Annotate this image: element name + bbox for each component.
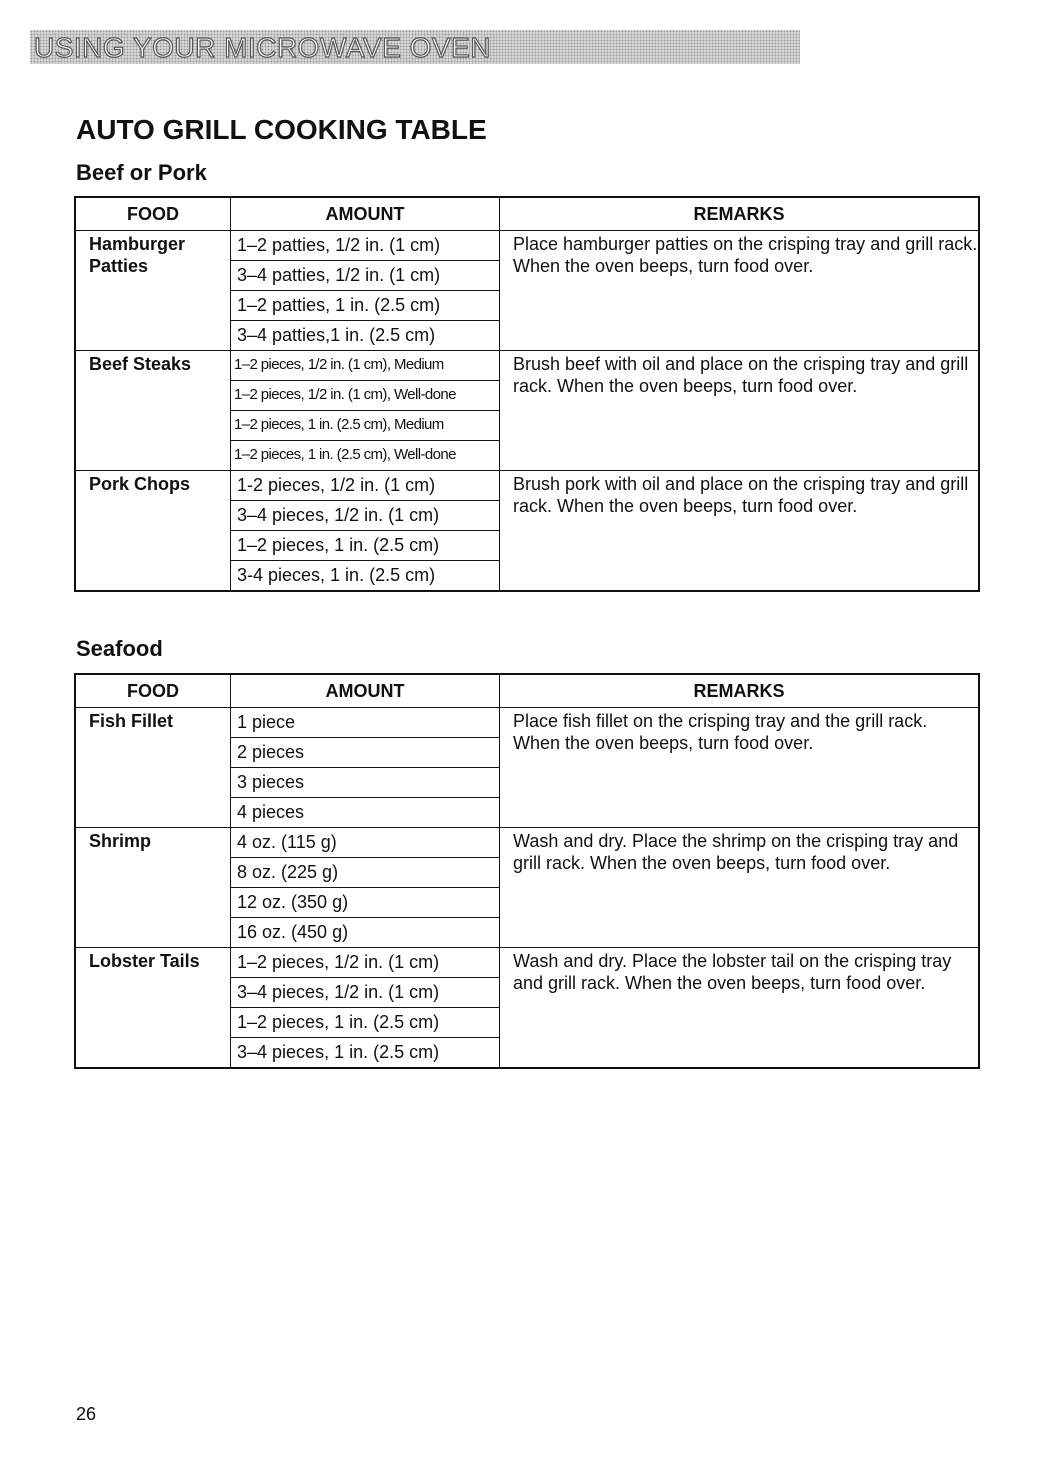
- amount-item: 1–2 pieces, 1/2 in. (1 cm), Well-done: [231, 381, 499, 411]
- amount-list: [231, 948, 500, 1069]
- beef-pork-table: [74, 196, 980, 592]
- remarks-text: Brush pork with oil and place on the crisping tray and grill rack. When the oven beeps, turn food over.: [513, 474, 969, 516]
- amount-item: 3–4 pieces, 1/2 in. (1 cm): [231, 501, 499, 531]
- food-name: Fish Fillet: [75, 708, 231, 828]
- amount-item: 1–2 pieces, 1/2 in. (1 cm): [231, 948, 499, 978]
- amount-item: 1–2 pieces, 1 in. (2.5 cm): [231, 1008, 499, 1038]
- seafood-table: [74, 673, 980, 1069]
- amount-item: 1-2 pieces, 1/2 in. (1 cm): [231, 471, 499, 501]
- header-remarks: REMARKS: [500, 674, 980, 708]
- amount-item: 1–2 pieces, 1/2 in. (1 cm), Medium: [231, 351, 499, 381]
- amount-item: 3–4 pieces, 1/2 in. (1 cm): [231, 978, 499, 1008]
- page-number: 26: [76, 1404, 97, 1424]
- page-title: AUTO GRILL COOKING TABLE: [76, 114, 487, 145]
- header-food: FOOD: [75, 197, 231, 231]
- food-name: Beef Steaks: [75, 351, 231, 471]
- amount-item: 3–4 patties, 1/2 in. (1 cm): [231, 261, 499, 291]
- amount-item: 3-4 pieces, 1 in. (2.5 cm): [237, 565, 436, 585]
- amount-item: 1 piece: [231, 708, 499, 738]
- table-header-row: [75, 197, 979, 231]
- food-name: Lobster Tails: [75, 948, 231, 1069]
- header-food: FOOD: [75, 674, 231, 708]
- table-row: [75, 948, 979, 1069]
- table-row: [75, 471, 979, 592]
- amount-item: 3 pieces: [231, 768, 499, 798]
- amount-list: [231, 351, 500, 471]
- amount-item: 3–4 patties,1 in. (2.5 cm): [237, 325, 436, 345]
- header-amount: AMOUNT: [231, 674, 500, 708]
- amount-item: 1–2 pieces, 1 in. (2.5 cm), Medium: [231, 411, 499, 441]
- amount-item: 4 pieces: [237, 802, 305, 822]
- table-row: [75, 231, 979, 351]
- amount-item: 2 pieces: [231, 738, 499, 768]
- table-header-row: [75, 674, 979, 708]
- amount-item: 12 oz. (350 g): [231, 888, 499, 918]
- section-title-seafood: Seafood: [76, 636, 163, 661]
- food-name: Shrimp: [75, 828, 231, 948]
- header-amount: AMOUNT: [231, 197, 500, 231]
- amount-list: [231, 471, 500, 592]
- table-row: [75, 708, 979, 828]
- amount-item: 1–2 patties, 1/2 in. (1 cm): [231, 231, 499, 261]
- amount-item: 1–2 pieces, 1 in. (2.5 cm): [231, 531, 499, 561]
- table-row: [75, 351, 979, 471]
- amount-item: 16 oz. (450 g): [237, 922, 349, 942]
- amount-list: [231, 708, 500, 828]
- remarks-text: Wash and dry. Place the shrimp on the crisping tray and grill rack. When the oven beeps, turn food over.: [500, 828, 980, 948]
- amount-item: 1–2 pieces, 1 in. (2.5 cm), Well-done: [234, 446, 456, 463]
- amount-item: 4 oz. (115 g): [231, 828, 499, 858]
- remarks-text: Place hamburger patties on the crisping tray and grill rack. When the oven beeps, turn food over.: [500, 231, 980, 351]
- amount-item: 8 oz. (225 g): [231, 858, 499, 888]
- food-name: Hamburger Patties: [75, 231, 231, 351]
- amount-item: 1–2 patties, 1 in. (2.5 cm): [231, 291, 499, 321]
- banner-text: USING YOUR MICROWAVE OVEN: [34, 32, 491, 63]
- remarks-text: Brush beef with oil and place on the crisping tray and grill rack. When the oven beeps, turn food over.: [500, 351, 980, 471]
- amount-list: [231, 231, 500, 351]
- food-name: Pork Chops: [75, 471, 231, 592]
- remarks-text: Place fish fillet on the crisping tray and the grill rack. When the oven beeps, turn food over.: [500, 708, 980, 828]
- table-row: [75, 828, 979, 948]
- amount-item: 3–4 pieces, 1 in. (2.5 cm): [237, 1042, 440, 1062]
- remarks-text: Wash and dry. Place the lobster tail on the crisping tray and grill rack. When the oven beeps, turn food over.: [513, 951, 952, 993]
- amount-list: [231, 828, 500, 948]
- section-banner: [30, 30, 800, 64]
- header-remarks: REMARKS: [500, 197, 980, 231]
- section-title-beef-pork: Beef or Pork: [76, 160, 207, 185]
